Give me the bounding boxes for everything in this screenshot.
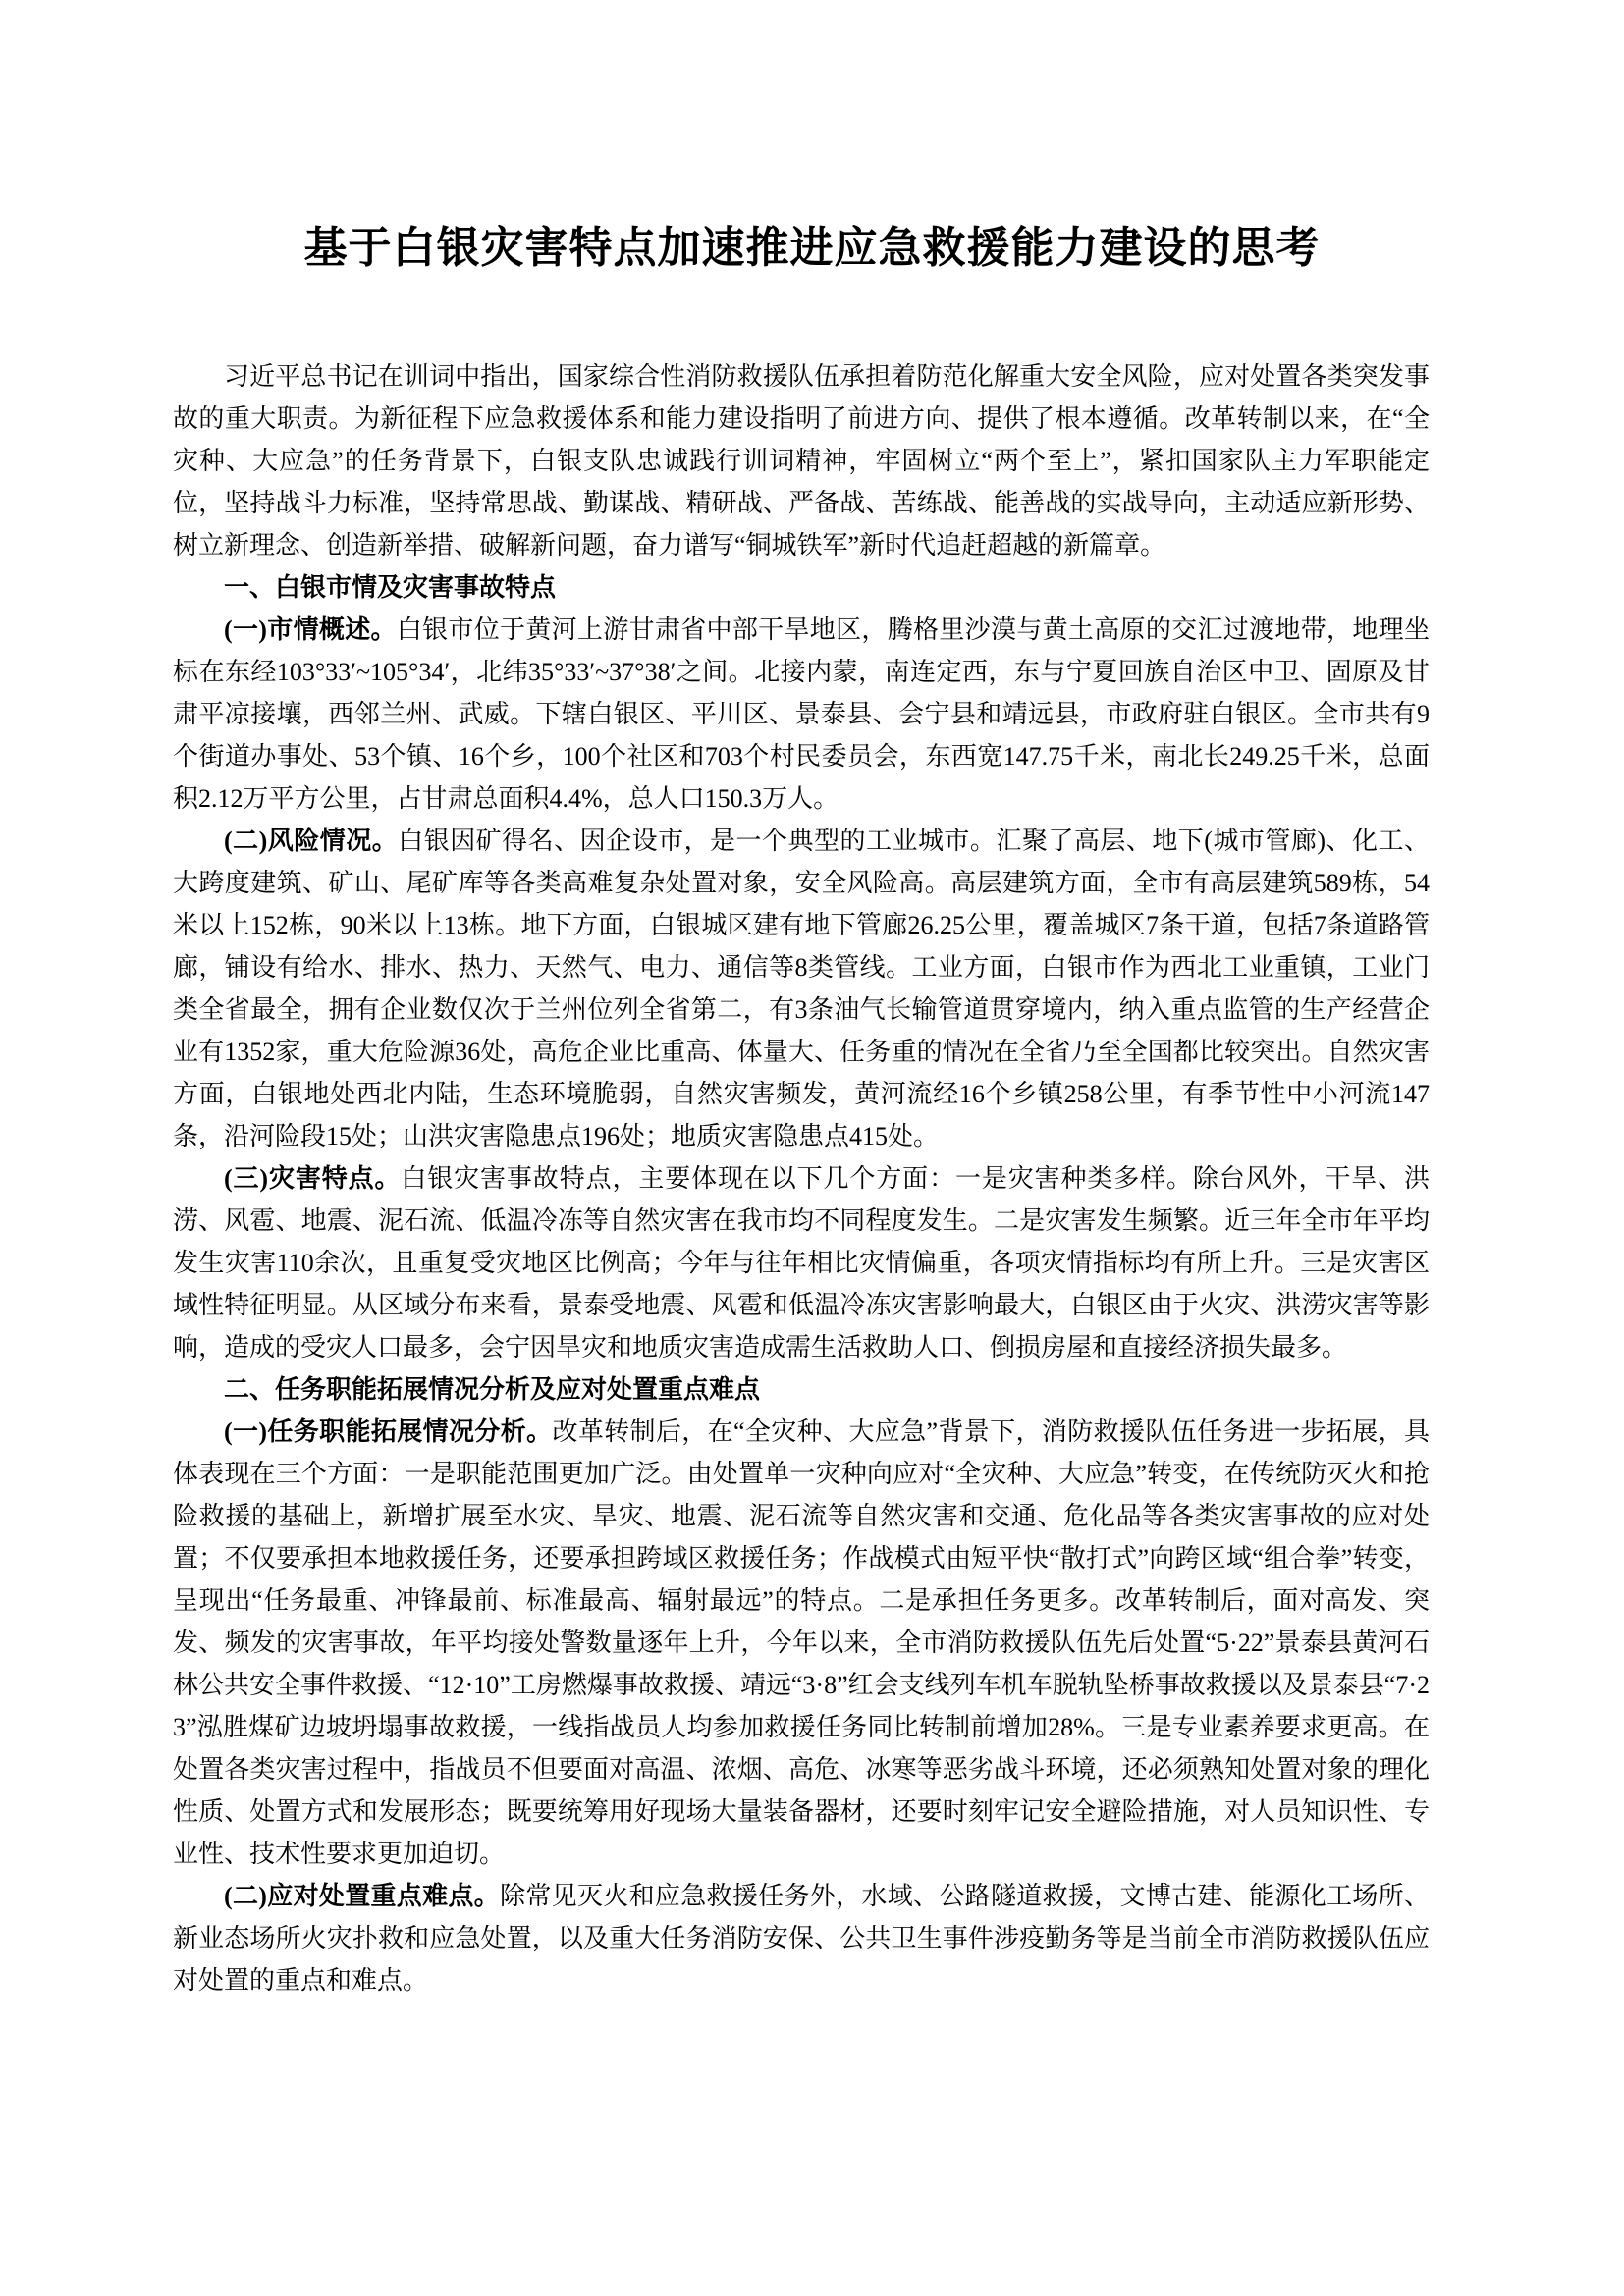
paragraph-text: 白银因矿得名、因企设市，是一个典型的工业城市。汇聚了高层、地下(城市管廊)、化工、大跨度建筑、矿山、尾矿库等各类高难复杂处置对象，安全风险高。高层建筑方面，全市有高层建筑589栋，54米以上152栋，90米以上13栋。地下方面，白银城区建有地下管廊26.25公里，覆盖城区7条干道，包括7条道路管廊，铺设有给水、排水、热力、天然气、电力、通信等8类管线。工业方面，白银市作为西北工业重镇，工业门类全省最全，拥有企业数仅次于兰州位列全省第二，有3条油气长输管道贯穿境内，纳入重点监管的生产经营企业有1352家，重大危险源36处，高危企业比重高、体量大、任务重的情况在全省乃至全国都比较突出。自然灾害方面，白银地处西北内陆，生态环境脆弱，自然灾害频发，黄河流经16个乡镇258公里，有季节性中小河流147条，沿河险段15处；山洪灾害隐患点196处；地质灾害隐患点415处。 <box>173 827 1430 1150</box>
paragraph-response-difficulties <box>173 1875 1430 2002</box>
section-heading-text: 二、任务职能拓展情况分析及应对处置重点难点 <box>224 1375 761 1404</box>
document-body <box>173 355 1430 2002</box>
intro-paragraph <box>173 355 1430 566</box>
paragraph-task-expansion <box>173 1411 1430 1875</box>
paragraph-text: 习近平总书记在训词中指出，国家综合性消防救援队伍承担着防范化解重大安全风险，应对处置各类突发事故的重大职责。为新征程下应急救援体系和能力建设指明了前进方向、提供了根本遵循。改革转制以来，在“全灾种、大应急”的任务背景下，白银支队忠诚践行训词精神，牢固树立“两个至上”，紧扣国家队主力军职能定位，坚持战斗力标准，坚持常思战、勤谋战、精研战、严备战、苦练战、能善战的实战导向，主动适应新形势、树立新理念、创造新举措、破解新问题，奋力谱写“铜城铁军”新时代追赶超越的新篇章。 <box>173 362 1430 560</box>
paragraph-lead: (三)灾害特点。 <box>224 1164 402 1193</box>
paragraph-text: 白银市位于黄河上游甘肃省中部干旱地区，腾格里沙漠与黄土高原的交汇过渡地带，地理坐标在东经103°33′~105°34′，北纬35°33′~37°38′之间。北接内蒙，南连定西，东与宁夏回族自治区中卫、固原及甘肃平凉接壤，西邻兰州、武威。下辖白银区、平川区、景泰县、会宁县和靖远县，市政府驻白银区。全市共有9个街道办事处、53个镇、16个乡，100个社区和703个村民委员会，东西宽147.75千米，南北长249.25千米，总面积2.12万平方公里，占甘肃总面积4.4%，总人口150.3万人。 <box>173 615 1430 813</box>
paragraph-lead: (一)任务职能拓展情况分析。 <box>224 1417 553 1446</box>
paragraph-disaster-features <box>173 1157 1430 1368</box>
paragraph-lead: (二)应对处置重点难点。 <box>224 1882 501 1910</box>
section-heading-2 <box>173 1368 1430 1411</box>
paragraph-lead: (二)风险情况。 <box>224 827 399 855</box>
paragraph-text: 除常见灭火和应急救援任务外，水域、公路隧道救援，文博古建、能源化工场所、新业态场所火灾扑救和应急处置，以及重大任务消防安保、公共卫生事件涉疫勤务等是当前全市消防救援队伍应对处置的重点和难点。 <box>173 1882 1430 1995</box>
paragraph-text: 改革转制后，在“全灾种、大应急”背景下，消防救援队伍任务进一步拓展，具体表现在三个方面：一是职能范围更加广泛。由处置单一灾种向应对“全灾种、大应急”转变，在传统防灭火和抢险救援的基础上，新增扩展至水灾、旱灾、地震、泥石流等自然灾害和交通、危化品等各类灾害事故的应对处置；不仅要承担本地救援任务，还要承担跨域区救援任务；作战模式由短平快“散打式”向跨区域“组合拳”转变，呈现出“任务最重、冲锋最前、标准最高、辐射最远”的特点。二是承担任务更多。改革转制后，面对高发、突发、频发的灾害事故，年平均接处警数量逐年上升，今年以来，全市消防救援队伍先后处置“5·22”景泰县黄河石林公共安全事件救援、“12·10”工房燃爆事故救援、靖远“3·8”红会支线列车机车脱轨坠桥事故救援以及景泰县“7·23”泓胜煤矿边坡坍塌事故救援，一线指战员人均参加救援任务同比转制前增加28%。三是专业素养要求更高。在处置各类灾害过程中，指战员不但要面对高温、浓烟、高危、冰寒等恶劣战斗环境，还必须熟知处置对象的理化性质、处置方式和发展形态；既要统筹用好现场大量装备器材，还要时刻牢记安全避险措施，对人员知识性、专业性、技术性要求更加迫切。 <box>173 1417 1430 1868</box>
paragraph-lead: (一)市情概述。 <box>224 615 397 644</box>
document-title: 基于白银灾害特点加速推进应急救援能力建设的思考 <box>303 224 1321 272</box>
paragraph-text: 白银灾害事故特点，主要体现在以下几个方面：一是灾害种类多样。除台风外，干旱、洪涝、风雹、地震、泥石流、低温冷冻等自然灾害在我市均不同程度发生。二是灾害发生频繁。近三年全市年平均发生灾害110余次，且重复受灾地区比例高；今年与往年相比灾情偏重，各项灾情指标均有所上升。三是灾害区域性特征明显。从区域分布来看，景泰受地震、风雹和低温冷冻灾害影响最大，白银区由于火灾、洪涝灾害等影响，造成的受灾人口最多，会宁因旱灾和地质灾害造成需生活救助人口、倒损房屋和直接经济损失最多。 <box>173 1164 1430 1362</box>
section-heading-text: 一、白银市情及灾害事故特点 <box>224 573 557 602</box>
section-heading-1 <box>173 566 1430 609</box>
paragraph-risk-situation <box>173 820 1430 1157</box>
paragraph-city-overview <box>173 609 1430 820</box>
